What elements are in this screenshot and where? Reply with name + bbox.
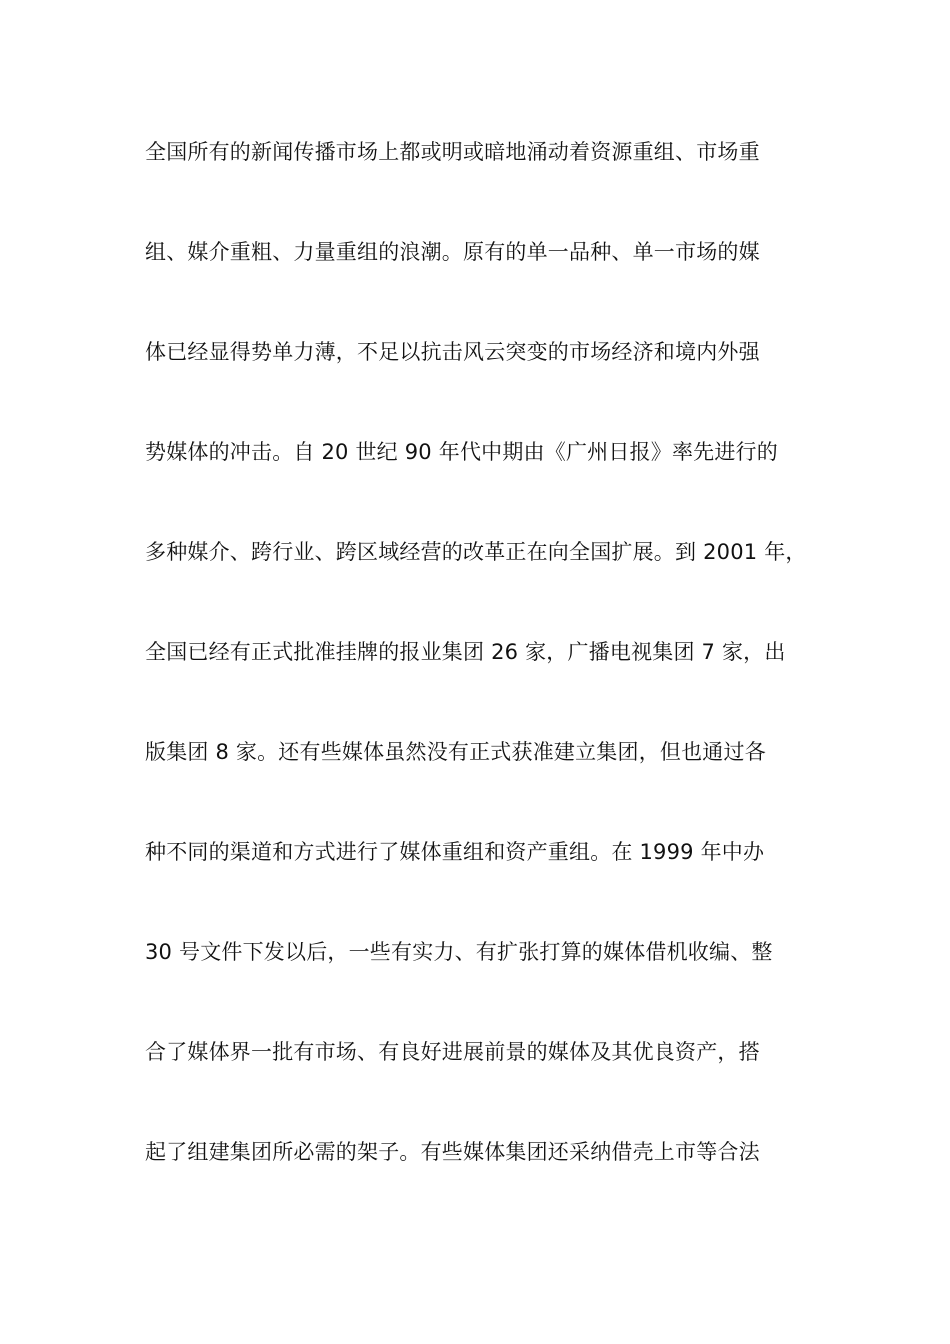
text-line: 合了媒体界一批有市场、有良好进展前景的媒体及其优良资产，搭	[145, 1040, 760, 1064]
text-line: 种不同的渠道和方式进行了媒体重组和资产重组。在 1999 年中办	[145, 840, 765, 864]
text-line: 30 号文件下发以后，一些有实力、有扩张打算的媒体借机收编、整	[145, 940, 773, 964]
body-paragraph	[145, 130, 825, 1230]
text-line: 势媒体的冲击。自 20 世纪 90 年代中期由《广州日报》率先进行的	[145, 440, 778, 464]
text-line: 多种媒介、跨行业、跨区域经营的改革正在向全国扩展。到 2001 年，	[145, 540, 807, 564]
text-line: 版集团 8 家。还有些媒体虽然没有正式获准建立集团，但也通过各	[145, 740, 766, 764]
text-line: 起了组建集团所必需的架子。有些媒体集团还采纳借壳上市等合法	[145, 1140, 760, 1164]
text-line: 体已经显得势单力薄，不足以抗击风云突变的市场经济和境内外强	[145, 340, 760, 364]
text-line: 全国所有的新闻传播市场上都或明或暗地涌动着资源重组、市场重	[145, 140, 760, 164]
text-line: 全国已经有正式批准挂牌的报业集团 26 家，广播电视集团 7 家，出	[145, 640, 786, 664]
text-line: 组、媒介重粗、力量重组的浪潮。原有的单一品种、单一市场的媒	[145, 240, 760, 264]
